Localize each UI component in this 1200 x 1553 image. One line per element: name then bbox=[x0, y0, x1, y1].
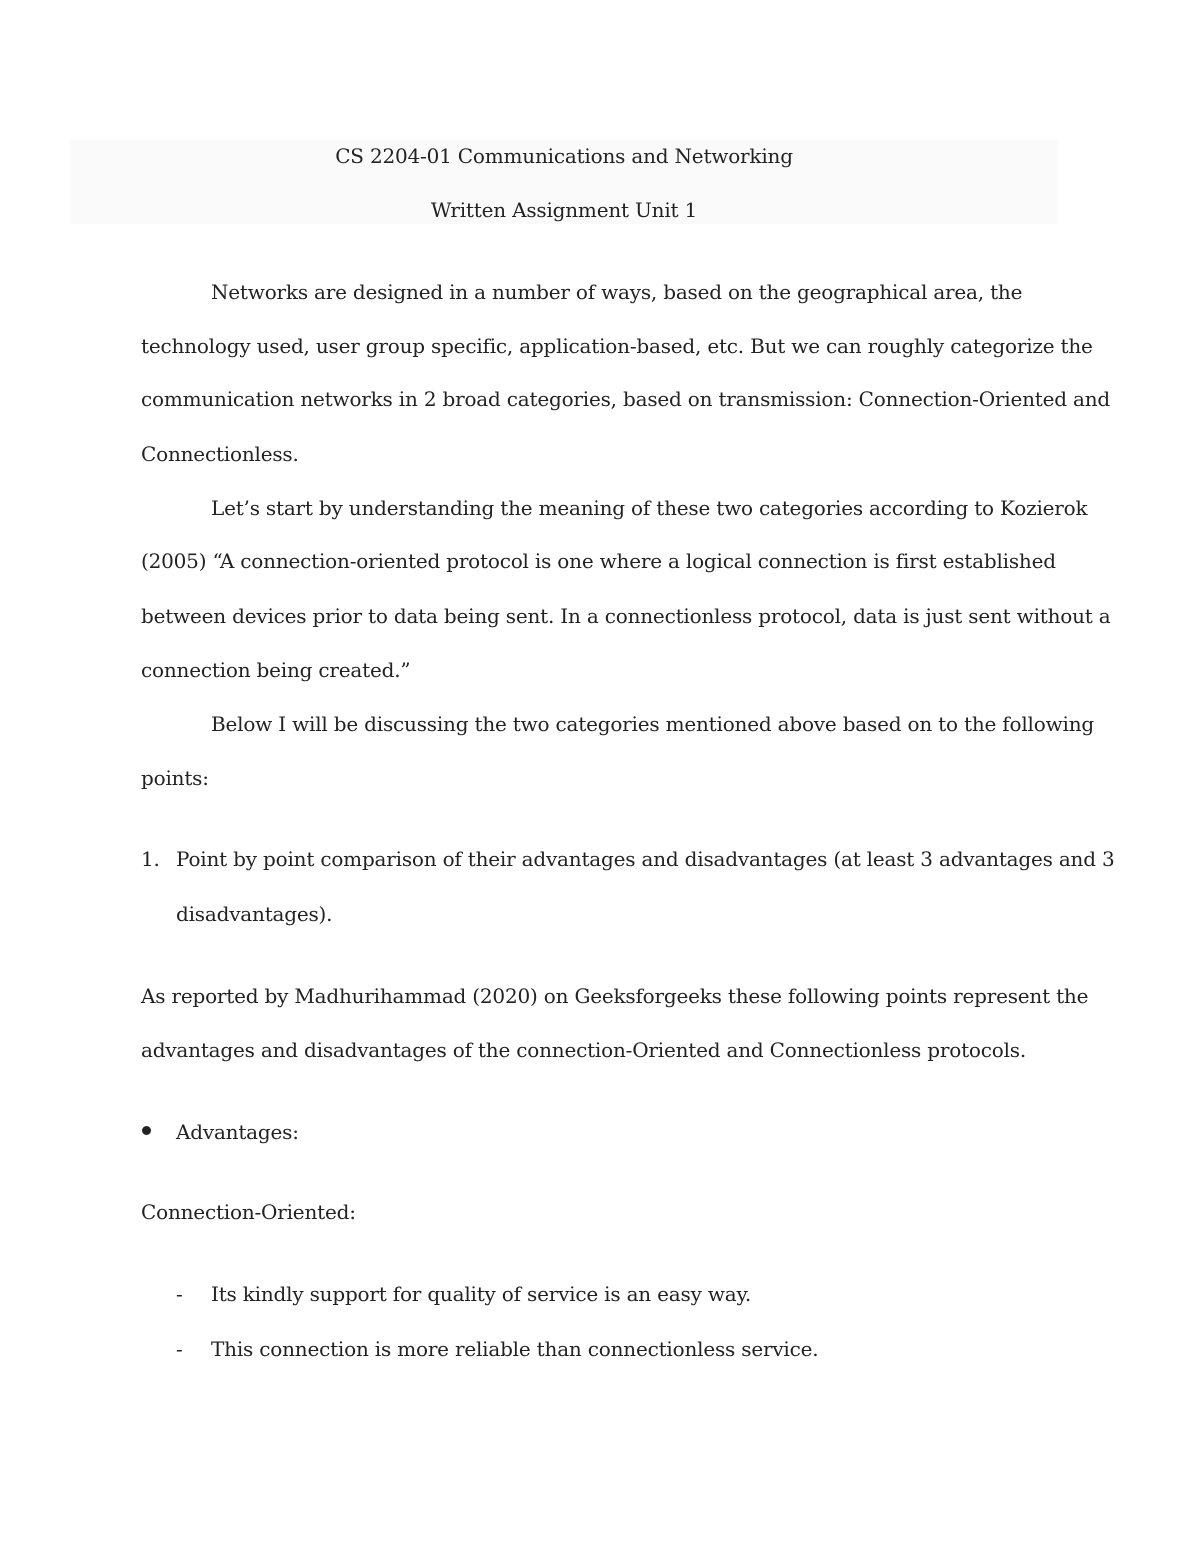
bullet-advantages: Advantages: bbox=[176, 1120, 299, 1144]
para1-line1: Networks are designed in a number of ways, based on the geographical area, the bbox=[211, 280, 1023, 304]
para2-line2: (2005) “A connection-oriented protocol is one where a logical connection is first established bbox=[141, 549, 1056, 573]
subheading-connection-oriented: Connection-Oriented: bbox=[141, 1200, 356, 1224]
para3-line1: Below I will be discussing the two categories mentioned above based on to the following bbox=[211, 712, 1094, 736]
course-title: CS 2204-01 Communications and Networking bbox=[335, 144, 793, 168]
para4-line1: As reported by Madhurihammad (2020) on Geeksforgeeks these following points represent the bbox=[141, 984, 1089, 1008]
para4-line2: advantages and disadvantages of the connection-Oriented and Connectionless protocols. bbox=[141, 1038, 1027, 1062]
para2-line1: Let’s start by understanding the meaning of these two categories according to Kozierok bbox=[211, 496, 1088, 520]
dash-marker: - bbox=[176, 1282, 183, 1306]
assignment-title: Written Assignment Unit 1 bbox=[430, 198, 698, 222]
dash-marker: - bbox=[176, 1337, 183, 1361]
list-number: 1. bbox=[141, 847, 160, 871]
para1-line3: communication networks in 2 broad categories, based on transmission: Connection-Oriented and bbox=[141, 387, 1111, 411]
list-item-line2: disadvantages). bbox=[176, 902, 333, 926]
dash-item-text: Its kindly support for quality of service is an easy way. bbox=[211, 1282, 752, 1306]
list-item-line1: Point by point comparison of their advantages and disadvantages (at least 3 advantages and 3 bbox=[176, 847, 1115, 871]
dash-item-text: This connection is more reliable than connectionless service. bbox=[211, 1337, 819, 1361]
para2-line3: between devices prior to data being sent. In a connectionless protocol, data is just sent without a bbox=[141, 604, 1111, 628]
para1-line4: Connectionless. bbox=[141, 442, 299, 466]
bullet-dot bbox=[142, 1126, 151, 1135]
para1-line2: technology used, user group specific, application-based, etc. But we can roughly categorize the bbox=[141, 334, 1093, 358]
para3-line2: points: bbox=[141, 766, 209, 790]
para2-line4: connection being created.” bbox=[141, 658, 411, 682]
